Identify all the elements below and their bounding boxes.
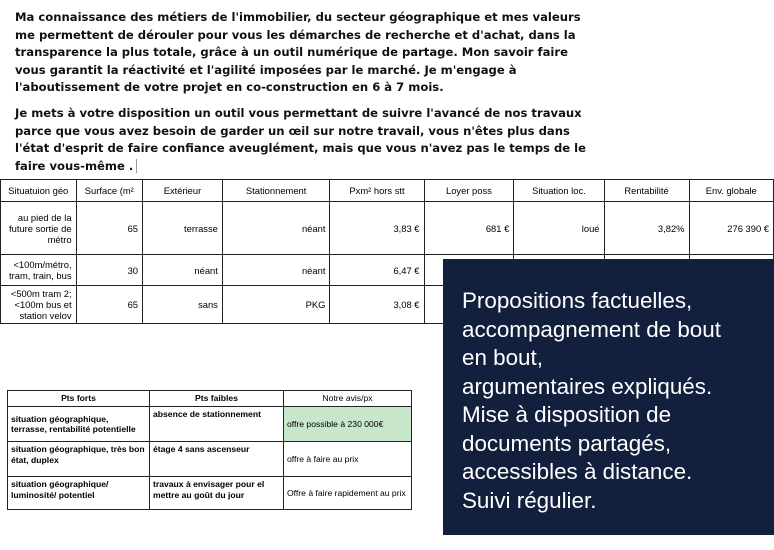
table-row: [8, 407, 412, 442]
cell-situation-loc: loué: [514, 202, 604, 255]
cell-loyer: 681 €: [424, 202, 514, 255]
cell-rentabilite: 3,82%: [604, 202, 689, 255]
header-surface: Surface (m²: [76, 180, 142, 202]
intro-paragraph-2: [15, 105, 595, 175]
header-notre-avis: Notre avis/px: [284, 391, 412, 407]
intro-paragraph-1: Ma connaissance des métiers de l'immobilier, du secteur géographique et mes valeurs me permettent de dérouler pour vous les démarches de recherche et d'achat, dans la transparence la plus totale, grâce à un outil numérique de partage. Mon savoir faire vous garantit la réactivité et l'agilité imposées par le marché. Je m'engage à l'aboutissement de votre projet en co-construction en 6 à 7 mois.: [15, 10, 581, 95]
header-env-globale: Env. globale: [689, 180, 774, 202]
cell-surface: 65: [76, 286, 142, 324]
pts-header-row: [8, 391, 412, 407]
cell-pts-forts: situation géographique, très bon état, duplex: [8, 442, 150, 477]
cell-pts-forts: situation géographique/ luminosité/ potentiel: [8, 477, 150, 510]
intro-text: [15, 9, 595, 183]
table-row: [8, 477, 412, 510]
cell-exterieur: néant: [143, 255, 223, 286]
cell-stationnement: néant: [222, 255, 330, 286]
header-prix-m2: Pxm² hors stt: [330, 180, 424, 202]
cell-surface: 30: [76, 255, 142, 286]
cell-situation-geo: <100m/métro, tram, train, bus: [1, 255, 77, 286]
cell-surface: 65: [76, 202, 142, 255]
cell-notre-avis: offre possible à 230 000€: [284, 407, 412, 442]
services-panel: [443, 259, 774, 535]
table-header-row: [1, 180, 774, 202]
cell-notre-avis: Offre à faire rapidement au prix: [284, 477, 412, 510]
table-row: [1, 202, 774, 255]
strengths-weaknesses-table: [7, 390, 412, 510]
header-situation-loc: Situation loc.: [514, 180, 604, 202]
cell-notre-avis: offre à faire au prix: [284, 442, 412, 477]
cell-stationnement: PKG: [222, 286, 330, 324]
cell-prix-m2: 3,83 €: [330, 202, 424, 255]
cell-stationnement: néant: [222, 202, 330, 255]
intro-paragraph-2-text: Je mets à votre disposition un outil vous permettant de suivre l'avancé de nos travaux parce que vous avez besoin de garder un œil sur notre travail, vous n'êtes plus dans l'état d'esprit de faire confiance aveuglément, mais que vous n'avez pas le temps de le faire vous-même .: [15, 105, 587, 173]
header-stationnement: Stationnement: [222, 180, 330, 202]
cell-pts-faibles: travaux à envisager pour el mettre au goût du jour: [150, 477, 284, 510]
cell-situation-geo: <500m tram 2; <100m bus et station velov: [1, 286, 77, 324]
cell-pts-forts: situation géographique, terrasse, rentabilité potentielle: [8, 407, 150, 442]
cell-pts-faibles: étage 4 sans ascenseur: [150, 442, 284, 477]
cell-exterieur: terrasse: [143, 202, 223, 255]
header-rentabilite: Rentabilité: [604, 180, 689, 202]
cell-prix-m2: 3,08 €: [330, 286, 424, 324]
cell-env-globale: 276 390 €: [689, 202, 774, 255]
services-text: Propositions factuelles, accompagnement de bout en bout, argumentaires expliqués. Mise à disposition de documents partagés, accessibles à distance. Suivi régulier.: [462, 288, 721, 513]
cell-exterieur: sans: [143, 286, 223, 324]
text-cursor: [136, 159, 137, 173]
header-loyer: Loyer poss: [424, 180, 514, 202]
cell-pts-faibles: absence de stationnement: [150, 407, 284, 442]
cell-situation-geo: au pied de la future sortie de métro: [1, 202, 77, 255]
table-row: [8, 442, 412, 477]
cell-prix-m2: 6,47 €: [330, 255, 424, 286]
header-exterieur: Extérieur: [143, 180, 223, 202]
header-situation-geo: Situatuion géo: [1, 180, 77, 202]
header-pts-faibles: Pts faibles: [150, 391, 284, 407]
header-pts-forts: Pts forts: [8, 391, 150, 407]
